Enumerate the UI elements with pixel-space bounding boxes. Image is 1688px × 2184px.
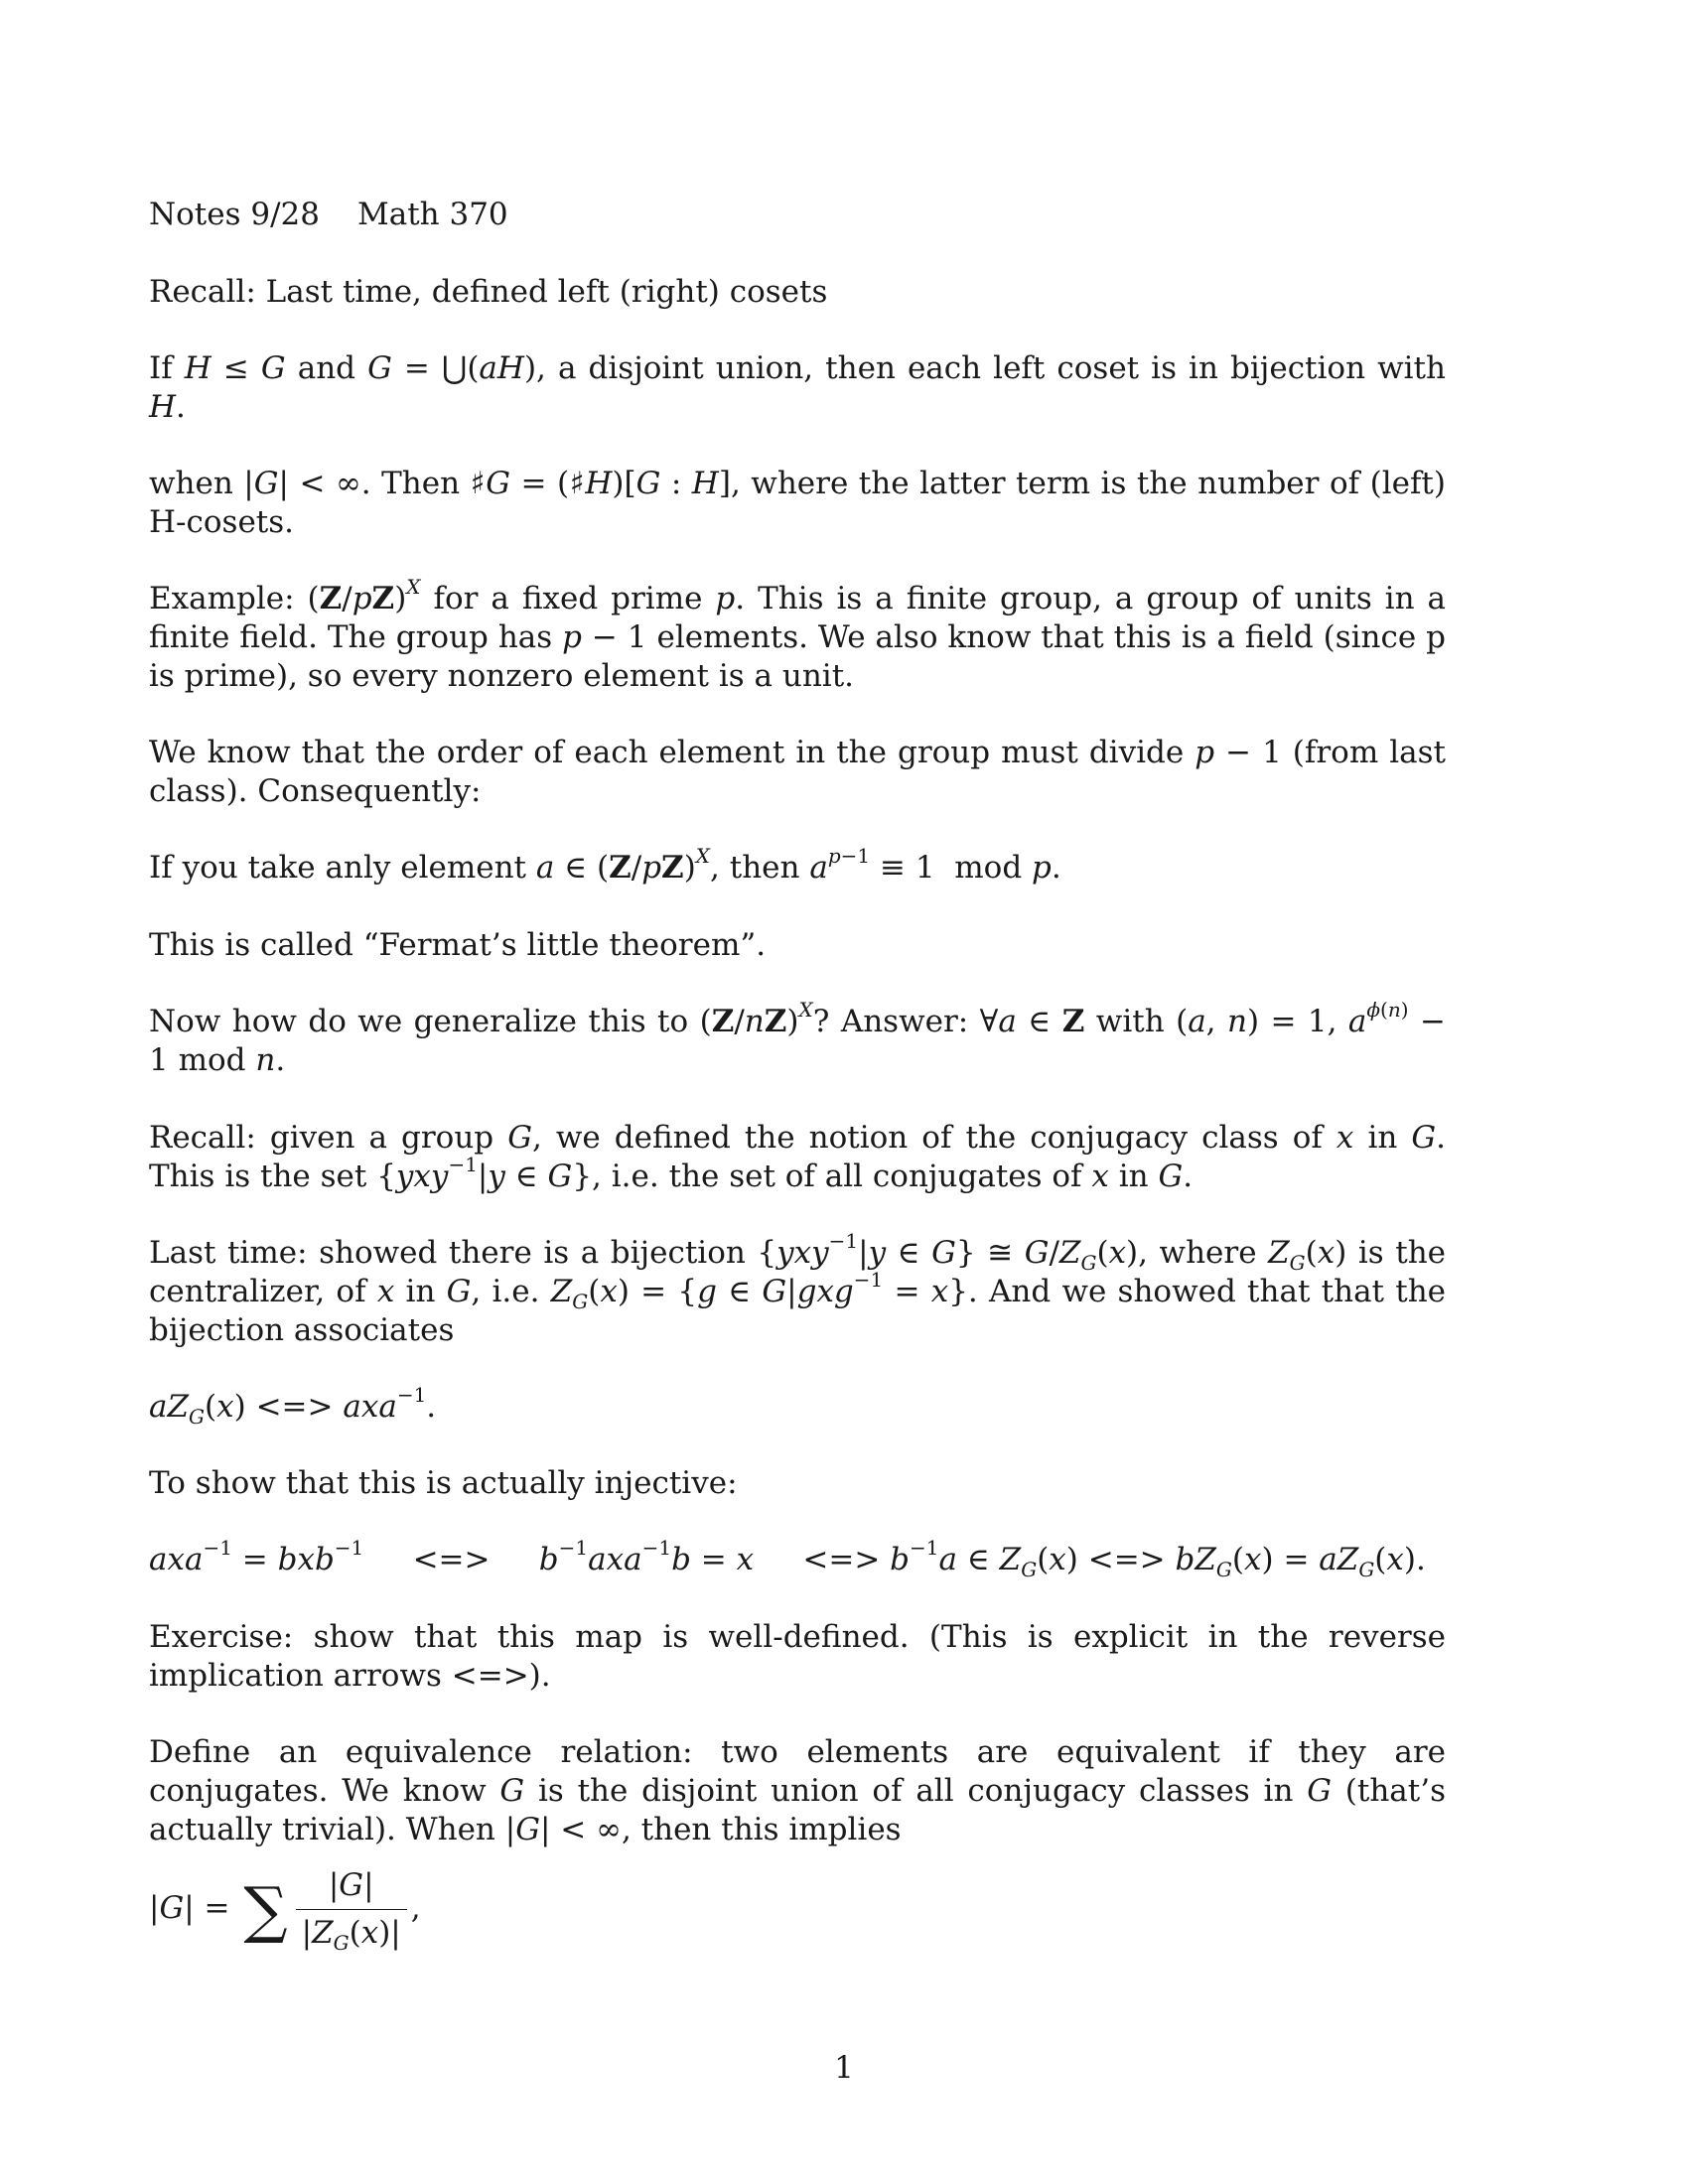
paragraph-injective-intro: To show that this is actually injective: (149, 1465, 738, 1501)
paragraph-fermat-name: This is called “Fermat’s little theorem”. (149, 927, 767, 963)
paragraph-euler-generalization: Now how do we generalize this to $(Z/nZ)^X$? Answer: ∀a ∈ Z with (a, n) = 1, $a^{\phi(n)} - 1$ mod n. (149, 997, 1446, 1078)
paragraph-example-units: Example: $(Z/pZ)^X$ for a fixed prime p. This is a finite group, a group of units in a finite field. The group has p − 1 elements. We also know that this is a field (since p is prime), so every nonzero element is a unit. (149, 574, 1446, 694)
formula-injectivity-chain: axa$^{-1}$ = bxb$^{-1}$ <=> $b^{-1}axa^{-1}b = x$ <=> $b^{-1}a$ ∈ $Z_G(x)$ <=> $bZ_G(x) = aZ_G(x)$. (149, 1535, 1426, 1582)
paragraph-centralizer-bijection: Last time: showed there is a bijection {yxy$^{-1}$|y ∈ G} ≅ $G/Z_G(x)$, where $Z_G(x)$ is the centralizer, of x in G, i.e. $Z_G(x) = \{g$ ∈ G|gxg$^{-1}$ = x}. And we showed that that the bijection associates (149, 1228, 1447, 1348)
paragraph-element-order: We know that the order of each element in the group must divide p − 1 (from last class). Consequently: (149, 735, 1447, 809)
page-number: 1 (834, 2050, 854, 2086)
formula-class-equation: |G| = ∑ $\frac{|G|}{|Z_G(x)|}$ , (149, 1867, 421, 1956)
paragraph-exercise: Exercise: show that this map is well-defined. (This is explicit in the reverse implication arrows <=>). (149, 1619, 1446, 1694)
header-course: Math 370 (356, 197, 508, 232)
paragraph-fermat-statement: If you take anly element a ∈ $(Z/pZ)^X$, then $a^{p-1} \equiv 1$ mod p. (149, 843, 1061, 886)
header-notes-date: Notes 9/28 (149, 197, 320, 232)
formula-association: $aZ_G(x)$ <=> axa$^{-1}$. (149, 1382, 437, 1430)
paragraph-lagrange: when |G| < ∞. Then ♯G = (♯H)[G : H], where the latter term is the number of (left) H-cosets. (149, 466, 1446, 540)
paragraph-coset-bijection: If H ≤ G and G = ⋃(aH), a disjoint union, then each left coset is in bijection with H. (149, 350, 1446, 425)
paragraph-equivalence-relation: Define an equivalence relation: two elements are equivalent if they are conjugates. We know G is the disjoint union of all conjugacy classes in G (that’s actually trivial). When |G| < ∞, then this implies (149, 1734, 1447, 1847)
paragraph-recall-cosets: Recall: Last time, defined left (right) cosets (149, 274, 828, 310)
page-header (149, 196, 1446, 234)
paragraph-conjugacy-recall: Recall: given a group G, we defined the notion of the conjugacy class of x in G. This is the set {yxy$^{-1}$|y ∈ G}, i.e. the set of all conjugates of x in G. (149, 1120, 1447, 1194)
